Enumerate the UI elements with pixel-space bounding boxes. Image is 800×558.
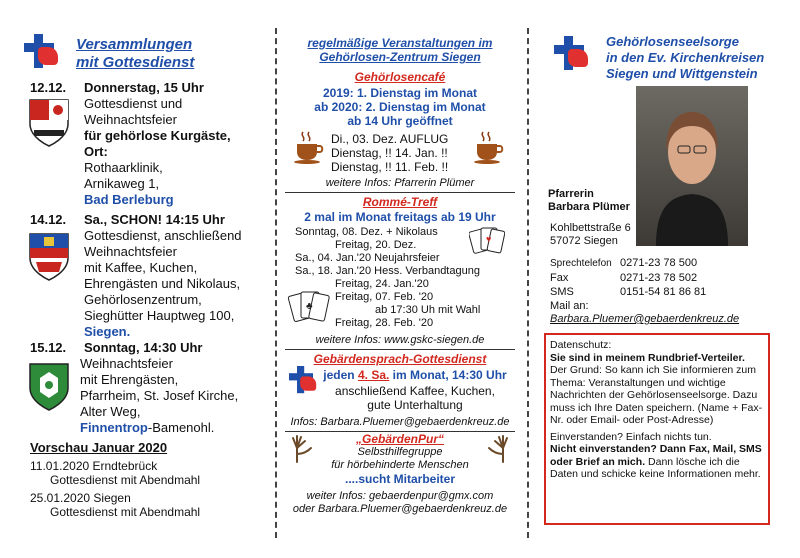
event-line: Sieghütter Hauptweg 100, — [84, 308, 235, 323]
event-place: Siegen. — [84, 324, 131, 339]
siegen-crest-icon — [28, 232, 70, 282]
event-line: Rothaarklinik, — [84, 160, 163, 175]
event-line: Weihnachtsfeier — [80, 356, 173, 371]
divider — [285, 192, 515, 193]
event-line: mit Kaffee, Kuchen, — [84, 260, 198, 275]
right-title: Gehörlosenseelsorge in den Ev. Kirchenkreisen Siegen und Wittgenstein — [606, 34, 765, 81]
event-place: Bad Berleburg — [84, 192, 174, 207]
rommee-date: Freitag, 20. Dez. — [335, 239, 417, 251]
rommee-date: Sonntag, 08. Dez. + Nikolaus — [295, 226, 438, 238]
gebaerden-heading: Gebärdensprach-Gottesdienst — [313, 352, 487, 366]
finnentrop-crest-icon — [28, 362, 70, 412]
pastor-info: Pfarrerin Barbara Plümer — [548, 188, 630, 213]
cafe-line: ab 14 Uhr geöffnet — [347, 114, 453, 128]
left-title: Versammlungen mit Gottesdienst — [76, 36, 195, 71]
fold-line-1 — [275, 28, 277, 538]
pur-line: für hörbehinderte Menschen — [331, 459, 469, 471]
event-line: Arnikaweg 1, — [84, 176, 160, 191]
pur-heading: „GebärdenPur“ — [355, 432, 445, 446]
preview-title: Vorschau Januar 2020 — [30, 440, 168, 455]
gebaerden-line: anschließend Kaffee, Kuchen, — [335, 384, 495, 398]
svg-text:♣: ♣ — [306, 301, 313, 312]
church-cross-logo-icon — [289, 366, 316, 393]
event-line: Weihnachtsfeier — [84, 244, 177, 259]
pur-line: ....sucht Mitarbeiter — [344, 472, 456, 486]
address-street: Kohlbettstraße 6 — [550, 222, 631, 234]
cafe-line: ab 2020: 2. Dienstag im Monat — [314, 100, 486, 114]
mail-label: Mail an: — [550, 300, 589, 312]
event-line: Alter Weg, — [80, 404, 141, 419]
event-place-line — [80, 420, 270, 436]
preview-line: 11.01.2020 Erndtebrück — [30, 459, 158, 473]
pur-line: Selbsthilfegruppe — [357, 446, 443, 458]
middle-title: regelmäßige Veranstaltungen im Gehörlosen-Zentrum Siegen — [307, 36, 493, 64]
contact-row: Fax 0271-23 78 502 — [550, 272, 698, 284]
event-line: Gottesdienst und — [84, 96, 183, 111]
rommee-subheading: 2 mal im Monat freitags ab 19 Uhr — [304, 210, 496, 224]
preview-line: Gottesdienst mit Abendmahl — [50, 473, 201, 487]
address-city: 57072 Siegen — [550, 235, 618, 247]
cafe-heading: Gehörlosencafé — [354, 70, 446, 84]
event-line: Weihnachtsfeier — [84, 112, 177, 127]
church-cross-logo-icon — [554, 36, 588, 70]
event-date: 15.12. — [30, 340, 67, 355]
preview-line: Gottesdienst mit Abendmahl — [50, 505, 201, 519]
playing-cards-icon — [287, 284, 331, 333]
pur-info: weiter Infos: gebaerdenpur@gmx.com — [306, 490, 494, 502]
event-line: Gehörlosenzentrum, — [84, 292, 202, 307]
cafe-date: Dienstag, !! 14. Jan. !! — [331, 146, 448, 160]
event-date: 14.12. — [30, 212, 67, 227]
left-column — [24, 0, 269, 558]
rommee-date: Freitag, 24. Jan.'20 — [335, 278, 429, 290]
pastor-photo — [636, 86, 748, 246]
contact-row: SMS 0151-54 81 86 81 — [550, 286, 707, 298]
rommee-date: Sa., 18. Jan.'20 Hess. Verbandtagung — [295, 265, 480, 277]
gebaerden-line: gute Unterhaltung — [367, 398, 463, 412]
bad-berleburg-crest-icon — [28, 98, 70, 148]
coffee-cup-icon — [293, 130, 325, 169]
event-time: Sa., SCHON! 14:15 Uhr — [84, 212, 225, 227]
gebaerden-info: Infos: Barbara.Pluemer@gebaerdenkreuz.de — [290, 416, 510, 428]
cafe-date: Di., 03. Dez. AUFLUG — [331, 132, 449, 146]
event-place-suffix: -Bamenohl. — [147, 420, 215, 435]
privacy-box — [544, 333, 770, 525]
cafe-date: Dienstag, !! 11. Feb. !! — [331, 160, 449, 174]
mail-link[interactable]: Barbara.Pluemer@gebaerdenkreuz.de — [550, 313, 740, 325]
event-date: 12.12. — [30, 80, 67, 95]
church-cross-logo-icon — [24, 34, 58, 68]
rommee-date: Sa., 04. Jan.'20 Neujahrsfeier — [295, 252, 440, 264]
event-line: mit Ehrengästen, — [80, 372, 179, 387]
playing-cards-icon — [469, 224, 505, 261]
cafe-line: 2019: 1. Dienstag im Monat — [322, 86, 478, 100]
event-line: Ehrengästen und Nikolaus, — [84, 276, 241, 291]
pur-info: oder Barbara.Pluemer@gebaerdenkreuz.de — [292, 503, 508, 515]
event-time: Donnerstag, 15 Uhr — [84, 80, 204, 95]
svg-text:♥: ♥ — [486, 234, 492, 244]
event-line: für gehörlose Kurgäste, — [84, 128, 231, 143]
preview-line: 25.01.2020 Siegen — [30, 491, 131, 505]
contact-row: Sprechtelefon 0271-23 78 500 — [550, 257, 698, 269]
event-line: Pfarrheim, St. Josef Kirche, — [80, 388, 239, 403]
privacy-text: Einverstanden? Einfach nichts tun. — [550, 430, 712, 443]
event-time: Sonntag, 14:30 Uhr — [84, 340, 203, 355]
divider — [285, 349, 515, 350]
rommee-heading: Rommé-Treff — [362, 195, 438, 209]
rommee-date: Freitag, 28. Feb. '20 — [335, 317, 434, 329]
event-line: Gottesdienst, anschließend — [84, 228, 242, 243]
fold-line-2 — [527, 28, 529, 538]
event-place: Finnentrop — [80, 420, 148, 435]
rommee-info: weitere Infos: www.gskc-siegen.de — [315, 334, 485, 346]
privacy-bold: Sie sind in meinem Rundbrief-Verteiler. — [550, 351, 745, 364]
privacy-title: Datenschutz: — [550, 339, 612, 351]
privacy-text: Der Grund: So kann ich Sie informieren zum Thema: Veranstaltungen und wichtige Nachrichten der Gehörlosenseelsorge. Dazu muss ich Ihre Daten speichern. (Name + Fax-Nr. oder Email- oder Post-Adresse) — [550, 364, 763, 426]
privacy-opt-out: Nicht einverstanden? Dann Fax, Mail, SMS oder Brief an mich. Dann lösche ich die Daten und schicke keine Informationen mehr. — [550, 443, 762, 480]
rommee-date: Freitag, 07. Feb. '20 — [335, 291, 434, 303]
middle-column — [285, 0, 515, 558]
right-column — [548, 0, 778, 558]
gebaerden-line1: jeden 4. Sa. im Monat, 14:30 Uhr — [323, 368, 507, 382]
event-line: Ort: — [84, 144, 108, 159]
preview-section — [30, 440, 270, 519]
rommee-date: ab 17:30 Uh mit Wahl — [375, 304, 481, 316]
cafe-info: weitere Infos: Pfarrerin Plümer — [325, 177, 475, 189]
